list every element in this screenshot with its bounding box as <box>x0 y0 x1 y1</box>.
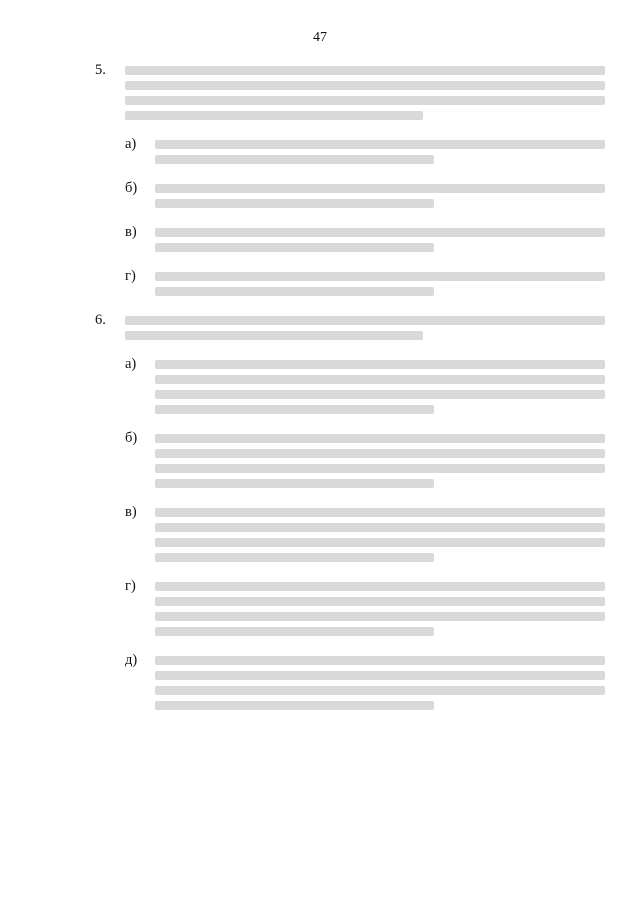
placeholder-line <box>155 686 605 695</box>
section-s5g <box>95 268 605 302</box>
placeholder-line <box>155 390 605 399</box>
section-s5a <box>95 136 605 170</box>
section-s6g <box>95 578 605 642</box>
placeholder-line <box>155 360 605 369</box>
placeholder-line <box>155 272 605 281</box>
section-s6b <box>95 430 605 494</box>
placeholder-line <box>155 612 605 621</box>
placeholder-line <box>155 155 434 164</box>
placeholder-line <box>155 375 605 384</box>
placeholder-line <box>155 538 605 547</box>
section-s6v <box>95 504 605 568</box>
placeholder-line <box>125 111 423 120</box>
section-label: в) <box>125 224 137 240</box>
section-label: г) <box>125 268 136 284</box>
section-label: г) <box>125 578 136 594</box>
text-placeholder <box>155 430 605 494</box>
placeholder-line <box>155 464 605 473</box>
placeholder-line <box>155 228 605 237</box>
section-label: б) <box>125 430 138 446</box>
placeholder-line <box>155 656 605 665</box>
text-placeholder <box>155 356 605 420</box>
section-label: 6. <box>95 312 106 328</box>
placeholder-line <box>155 184 605 193</box>
text-placeholder <box>155 224 605 258</box>
placeholder-line <box>155 597 605 606</box>
placeholder-line <box>155 287 434 296</box>
placeholder-line <box>155 553 434 562</box>
text-placeholder <box>155 268 605 302</box>
document-body <box>95 62 605 726</box>
placeholder-line <box>125 66 605 75</box>
placeholder-line <box>155 405 434 414</box>
section-s6a <box>95 356 605 420</box>
text-placeholder <box>155 180 605 214</box>
section-label: в) <box>125 504 137 520</box>
section-label: а) <box>125 356 137 372</box>
placeholder-line <box>155 243 434 252</box>
placeholder-line <box>155 199 434 208</box>
text-placeholder <box>125 312 605 346</box>
placeholder-line <box>155 434 605 443</box>
section-label: б) <box>125 180 138 196</box>
text-placeholder <box>155 578 605 642</box>
placeholder-line <box>125 96 605 105</box>
placeholder-line <box>155 449 605 458</box>
text-placeholder <box>155 504 605 568</box>
placeholder-line <box>125 331 423 340</box>
placeholder-line <box>155 508 605 517</box>
text-placeholder <box>155 136 605 170</box>
section-label: д) <box>125 652 138 668</box>
section-s6 <box>95 312 605 346</box>
section-label: а) <box>125 136 137 152</box>
placeholder-line <box>155 523 605 532</box>
placeholder-line <box>155 479 434 488</box>
section-label: 5. <box>95 62 106 78</box>
placeholder-line <box>155 701 434 710</box>
page-number: 47 <box>313 30 327 45</box>
placeholder-line <box>125 316 605 325</box>
section-s5 <box>95 62 605 126</box>
section-s5v <box>95 224 605 258</box>
section-s6d <box>95 652 605 716</box>
section-s5b <box>95 180 605 214</box>
placeholder-line <box>155 582 605 591</box>
placeholder-line <box>155 627 434 636</box>
placeholder-line <box>125 81 605 90</box>
placeholder-line <box>155 140 605 149</box>
text-placeholder <box>125 62 605 126</box>
placeholder-line <box>155 671 605 680</box>
text-placeholder <box>155 652 605 716</box>
